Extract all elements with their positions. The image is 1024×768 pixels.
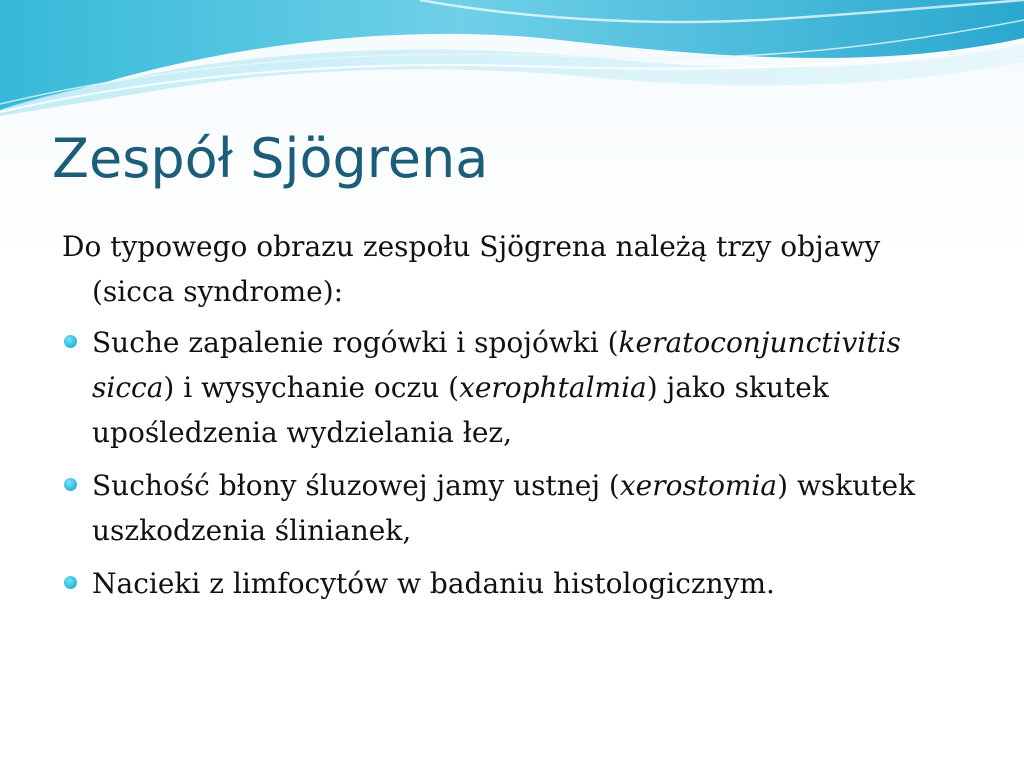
bullet-text: ) wskutek uszkodzenia ślinianek,: [92, 469, 916, 547]
slide-title: Zespół Sjögrena: [52, 127, 489, 190]
bullet-term: xerophtalmia: [459, 371, 647, 404]
intro-paragraph: Do typowego obrazu zespołu Sjögrena należą trzy objawy (sicca syndrome):: [62, 230, 881, 308]
bullet-text: ) i wysychanie oczu (: [163, 371, 460, 404]
slide-content: [62, 224, 962, 614]
bullet-item: [62, 463, 962, 553]
bullet-item: [62, 320, 962, 455]
bullet-dot-icon: [64, 478, 77, 491]
bullet-dot-icon: [64, 576, 77, 589]
bullet-term: xerostomia: [619, 469, 778, 502]
bullet-term: keratoconjunctivitis sicca: [92, 326, 901, 404]
bullet-dot-icon: [64, 335, 77, 348]
bullet-item: [62, 561, 962, 606]
bullet-text: ) jako skutek upośledzenia wydzielania łez,: [92, 371, 829, 449]
bullet-text: Suche zapalenie rogówki i spojówki (: [92, 326, 619, 359]
header-wave-decoration: [0, 0, 1024, 120]
bullet-text: Suchość błony śluzowej jamy ustnej (: [92, 469, 620, 502]
bullet-text: Nacieki z limfocytów w badaniu histologicznym.: [92, 567, 775, 600]
bullet-list: [62, 320, 962, 606]
